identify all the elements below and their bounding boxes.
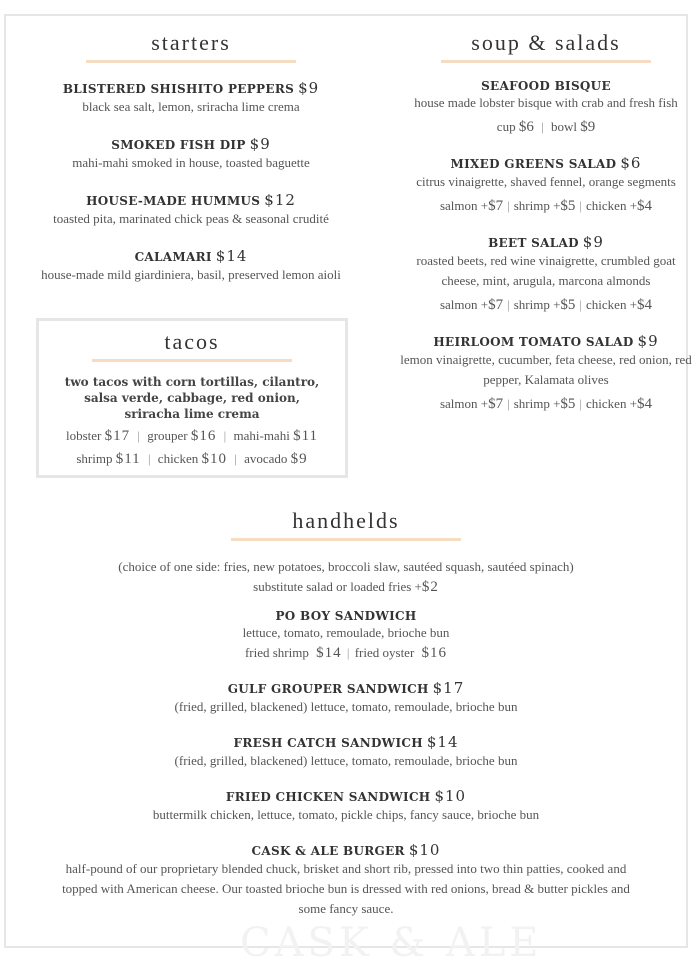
- addon-price: $4: [637, 396, 653, 412]
- item-price: $10: [408, 841, 441, 859]
- taco-price: $16: [190, 428, 217, 444]
- item-desc: (fried, grilled, blackened) lettuce, tomato, remoulade, brioche bun: [174, 699, 518, 714]
- taco-price: $10: [201, 451, 227, 467]
- item-desc: lemon vinaigrette, cucumber, feta cheese, red onion, red pepper, Kalamata olives: [400, 352, 692, 387]
- item-price: $12: [264, 191, 296, 209]
- item-name: HOUSE-MADE HUMMUS: [86, 194, 261, 208]
- item-price: $17: [432, 679, 465, 697]
- handhelds-section: [60, 508, 632, 935]
- tacos-title-rule: [92, 359, 292, 362]
- menu-item: [20, 79, 362, 117]
- option-label: fried oyster: [354, 645, 415, 660]
- addon-price: $7: [488, 198, 504, 214]
- taco-price: $17: [104, 428, 131, 444]
- item-price: $9: [637, 332, 659, 350]
- cup-price: $6: [518, 119, 534, 135]
- item-desc: (fried, grilled, blackened) lettuce, tomato, remoulade, brioche bun: [174, 753, 518, 768]
- separator: |: [346, 645, 350, 660]
- menu-item: [400, 233, 692, 314]
- item-name: CALAMARI: [134, 250, 212, 264]
- bowl-price: $9: [580, 119, 596, 135]
- starters-section: [20, 30, 362, 303]
- addon-label: chicken +: [586, 198, 638, 213]
- addon-price: $4: [637, 198, 653, 214]
- separator: |: [223, 428, 227, 443]
- logo-watermark: CASK & ALE: [240, 920, 543, 966]
- item-name: CASK & ALE BURGER: [251, 844, 405, 858]
- addon-label: chicken +: [586, 396, 638, 411]
- separator: |: [579, 396, 583, 411]
- menu-item: [60, 609, 632, 663]
- menu-item: [400, 154, 692, 215]
- item-price: $9: [249, 135, 271, 153]
- item-desc: mahi-mahi smoked in house, toasted baguette: [72, 155, 310, 170]
- taco-label: avocado: [244, 451, 288, 466]
- item-desc: lettuce, tomato, remoulade, brioche bun: [242, 625, 450, 640]
- sides-note-line-2: substitute salad or loaded fries +: [253, 579, 422, 594]
- po-boy-options: [60, 643, 632, 663]
- tacos-desc: two tacos with corn tortillas, cilantro, salsa verde, cabbage, red onion, sriracha lime crema: [64, 375, 320, 421]
- item-name: BEET SALAD: [488, 236, 579, 250]
- item-name: FRESH CATCH SANDWICH: [233, 736, 423, 750]
- menu-item: [60, 787, 632, 825]
- item-price: $9: [582, 233, 604, 251]
- separator: |: [507, 396, 510, 411]
- addon-label: salmon +: [439, 396, 489, 411]
- taco-label: lobster: [65, 428, 102, 443]
- addon-label: shrimp +: [513, 396, 561, 411]
- separator: |: [234, 451, 237, 466]
- menu-item: [60, 733, 632, 771]
- item-name: FRIED CHICKEN SANDWICH: [225, 790, 431, 804]
- soups-title-rule: [441, 60, 651, 63]
- addon-price: $5: [560, 297, 576, 313]
- addon-price: $5: [560, 396, 576, 412]
- menu-item: [60, 841, 632, 919]
- bowl-label: bowl: [550, 119, 577, 134]
- menu-item: [60, 679, 632, 717]
- item-desc: roasted beets, red wine vinaigrette, crumbled goat cheese, mint, arugula, marcona almonds: [416, 253, 676, 288]
- addon-label: shrimp +: [513, 297, 561, 312]
- addon-price: $7: [488, 396, 504, 412]
- menu-item: [400, 332, 692, 413]
- separator: |: [541, 119, 544, 134]
- item-desc: house-made mild giardiniera, basil, preserved lemon aioli: [41, 267, 341, 282]
- item-desc: black sea salt, lemon, sriracha lime crema: [82, 99, 300, 114]
- option-price: $14: [316, 645, 342, 661]
- handhelds-title: handhelds: [292, 508, 400, 533]
- item-price: $14: [215, 247, 248, 265]
- item-desc: citrus vinaigrette, shaved fennel, orange segments: [416, 174, 676, 189]
- item-desc: toasted pita, marinated chick peas & seasonal crudité: [53, 211, 329, 226]
- taco-label: chicken: [157, 451, 199, 466]
- menu-item: [400, 79, 692, 136]
- item-desc: house made lobster bisque with crab and fresh fish: [414, 95, 678, 110]
- starters-title-rule: [86, 60, 296, 63]
- cup-label: cup: [496, 119, 516, 134]
- item-name: MIXED GREENS SALAD: [450, 157, 617, 171]
- tacos-section: [36, 318, 348, 478]
- item-price: $14: [426, 733, 459, 751]
- tacos-prices-line-1: [39, 428, 345, 445]
- starters-title: starters: [151, 30, 231, 55]
- addon-label: shrimp +: [513, 198, 561, 213]
- item-name: PO BOY SANDWICH: [275, 609, 417, 623]
- item-name: BLISTERED SHISHITO PEPPERS: [62, 82, 295, 96]
- item-price: $10: [434, 787, 467, 805]
- item-name: SMOKED FISH DIP: [111, 138, 246, 152]
- addon-label: chicken +: [586, 297, 638, 312]
- sides-note: [60, 557, 632, 597]
- taco-price: $11: [293, 428, 319, 444]
- menu-item: [20, 135, 362, 173]
- taco-label: shrimp: [76, 451, 113, 466]
- separator: |: [507, 198, 510, 213]
- taco-label: grouper: [147, 428, 188, 443]
- sides-substitute-price: $2: [421, 579, 439, 595]
- salad-addons: [400, 297, 692, 314]
- addon-label: salmon +: [439, 297, 489, 312]
- separator: |: [579, 198, 583, 213]
- separator: |: [507, 297, 510, 312]
- item-desc: buttermilk chicken, lettuce, tomato, pickle chips, fancy sauce, brioche bun: [152, 807, 540, 822]
- tacos-title: tacos: [164, 329, 220, 354]
- handhelds-title-rule: [231, 538, 461, 541]
- option-label: fried shrimp: [244, 645, 309, 660]
- addon-price: $7: [488, 297, 504, 313]
- addon-price: $4: [637, 297, 653, 313]
- separator: |: [137, 428, 140, 443]
- sides-note-line-1: (choice of one side: fries, new potatoes, broccoli slaw, sautéed squash, sautéed spinach): [118, 559, 574, 574]
- menu-item: [20, 191, 362, 229]
- item-price: $6: [620, 154, 642, 172]
- salad-addons: [400, 198, 692, 215]
- bisque-sizes: [400, 119, 692, 136]
- option-price: $16: [421, 645, 448, 661]
- separator: |: [579, 297, 583, 312]
- tacos-prices-line-2: [39, 451, 345, 468]
- item-price: $9: [298, 79, 320, 97]
- taco-price: $11: [115, 451, 141, 467]
- addon-label: salmon +: [439, 198, 489, 213]
- item-name: SEAFOOD BISQUE: [481, 79, 611, 93]
- separator: |: [147, 451, 151, 466]
- item-name: GULF GROUPER SANDWICH: [227, 682, 429, 696]
- taco-price: $9: [290, 451, 308, 467]
- soups-section: [400, 30, 692, 431]
- soups-title: soup & salads: [471, 30, 621, 55]
- taco-label: mahi-mahi: [233, 428, 290, 443]
- menu-item: [20, 247, 362, 285]
- item-desc: half-pound of our proprietary blended chuck, brisket and short rib, pressed into two thin patties, cooked and topped with American cheese. Our toasted brioche bun is dressed with red onions, bread & butter pickles and some fancy sauce.: [62, 861, 630, 916]
- addon-price: $5: [560, 198, 576, 214]
- item-name: HEIRLOOM TOMATO SALAD: [433, 335, 634, 349]
- salad-addons: [400, 396, 692, 413]
